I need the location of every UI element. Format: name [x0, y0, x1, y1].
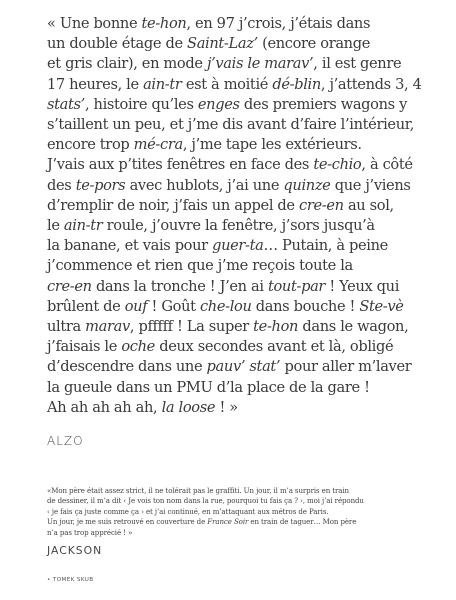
text-segment: j’faisais le [47, 338, 122, 356]
text-segment: ouf [124, 297, 148, 315]
text-segment: guer-ta [212, 237, 264, 255]
text-segment: que j’viens [330, 176, 411, 194]
text-segment: des premiers wagons y [239, 95, 407, 113]
text-segment: avec hublots, j’ai une [125, 176, 284, 194]
text-segment: s’taillent un peu, et j’me dis avant d’faire l’intérieur, [47, 116, 415, 134]
text-segment: , j’me tape les extérieurs. [182, 136, 362, 154]
text-segment: « Une bonne [47, 15, 142, 32]
text-segment: mé-cra [133, 136, 183, 154]
text-segment: brûlent de [47, 297, 125, 315]
text-segment: France Soir [207, 517, 249, 527]
text-segment: dans le wagon, [298, 318, 409, 336]
text-segment: , histoire qu’les [84, 95, 198, 113]
text-segment: ultra [47, 318, 86, 336]
photo-credit: • TOMEK SKUB [47, 577, 94, 583]
text-segment: ! Yeux qui [325, 277, 400, 295]
author-jackson: JACKSON [47, 544, 103, 558]
text-segment: tout-par [267, 277, 326, 295]
text-segment: ain-tr [63, 217, 103, 235]
text-segment: (encore orange [257, 35, 370, 53]
text-segment: un double étage de [47, 35, 188, 53]
text-segment: ain-tr [143, 75, 182, 93]
text-segment: «Mon père était assez strict, il ne tolérait pas le graffiti. Un jour, il m’a surpris en train [47, 486, 349, 496]
text-segment: quinze [283, 176, 331, 194]
text-segment: J’vais aux p’tites fenêtres en face des [47, 156, 314, 174]
text-segment: n’a pas trop apprécié ! » [47, 527, 133, 537]
text-segment: encore trop [47, 136, 134, 154]
text-segment: Ste-vè [359, 297, 404, 315]
text-segment: che-lou [199, 297, 252, 315]
article-page [47, 14, 447, 558]
text-segment: , en 97 j’crois, j’étais dans [186, 15, 371, 32]
text-segment: pauv’ stat’ [206, 358, 281, 376]
text-segment: te-hon [141, 15, 187, 32]
text-segment: en train de taguer… Mon père [248, 517, 357, 527]
text-segment: oche [121, 338, 155, 356]
text-segment: Ah ah ah ah ah, [47, 398, 162, 416]
text-segment: des [47, 176, 76, 194]
quote-alzo [47, 14, 447, 418]
text-segment: d’remplir de noir, j’fais un appel de [47, 196, 299, 214]
text-segment: d’descendre dans une [47, 358, 207, 376]
text-segment: , à côté [361, 156, 413, 174]
quote-jackson [47, 486, 447, 538]
text-segment: marav [85, 318, 130, 336]
text-segment: est à moitié [181, 75, 273, 93]
text-segment: pour aller m’laver [280, 358, 412, 376]
text-segment: de dessiner, il m’a dit ‹ Je vois ton nom dans la rue, pourquoi tu fais ça ? ›, moi j’ai répondu [47, 496, 364, 506]
text-segment: , il est genre [313, 55, 402, 73]
text-segment: cre-en [299, 196, 344, 214]
text-segment: au sol, [343, 196, 394, 214]
text-segment: dans la tronche ! J’en ai [91, 277, 268, 295]
text-segment: dans bouche ! [251, 297, 360, 315]
text-segment: te-hon [253, 318, 299, 336]
text-segment: 17 heures, le [47, 75, 144, 93]
text-segment: te-chio [313, 156, 362, 174]
text-segment: la banane, et vais pour [47, 237, 213, 255]
text-segment: ‹ je fais ça juste comme ça › et j’ai continué, en m’attaquant aux métros de Paris. [47, 506, 329, 516]
text-segment: , j’attends 3, 4 [320, 75, 422, 93]
author-alzo: ALZO [47, 434, 84, 449]
text-segment: Saint-Laz’ [187, 35, 258, 53]
text-segment: cre-en [47, 277, 92, 295]
text-segment: , pfffff ! La super [129, 318, 254, 336]
text-segment: dé-blin [272, 75, 321, 93]
text-segment: stats’ [47, 95, 85, 113]
text-segment: te-pors [75, 176, 126, 194]
text-segment: la loose [161, 398, 216, 416]
text-segment: le [47, 217, 64, 235]
text-segment: … Putain, à peine [263, 237, 388, 255]
text-segment: ! Goût [147, 297, 200, 315]
text-segment: et gris clair), en mode [47, 55, 207, 73]
text-segment: enges [197, 95, 240, 113]
text-segment: la gueule dans un PMU d’la place de la gare ! [47, 378, 370, 396]
text-segment: roule, j’ouvre la fenêtre, j’sors jusqu’à [102, 217, 375, 235]
text-segment: j’commence et rien que j’me reçois toute la [47, 257, 353, 275]
text-segment: Un jour, je me suis retrouvé en couverture de [47, 517, 208, 527]
text-segment: deux secondes avant et là, obligé [154, 338, 394, 356]
text-segment: ! » [215, 398, 238, 416]
text-segment: j’vais le marav’ [206, 55, 314, 73]
